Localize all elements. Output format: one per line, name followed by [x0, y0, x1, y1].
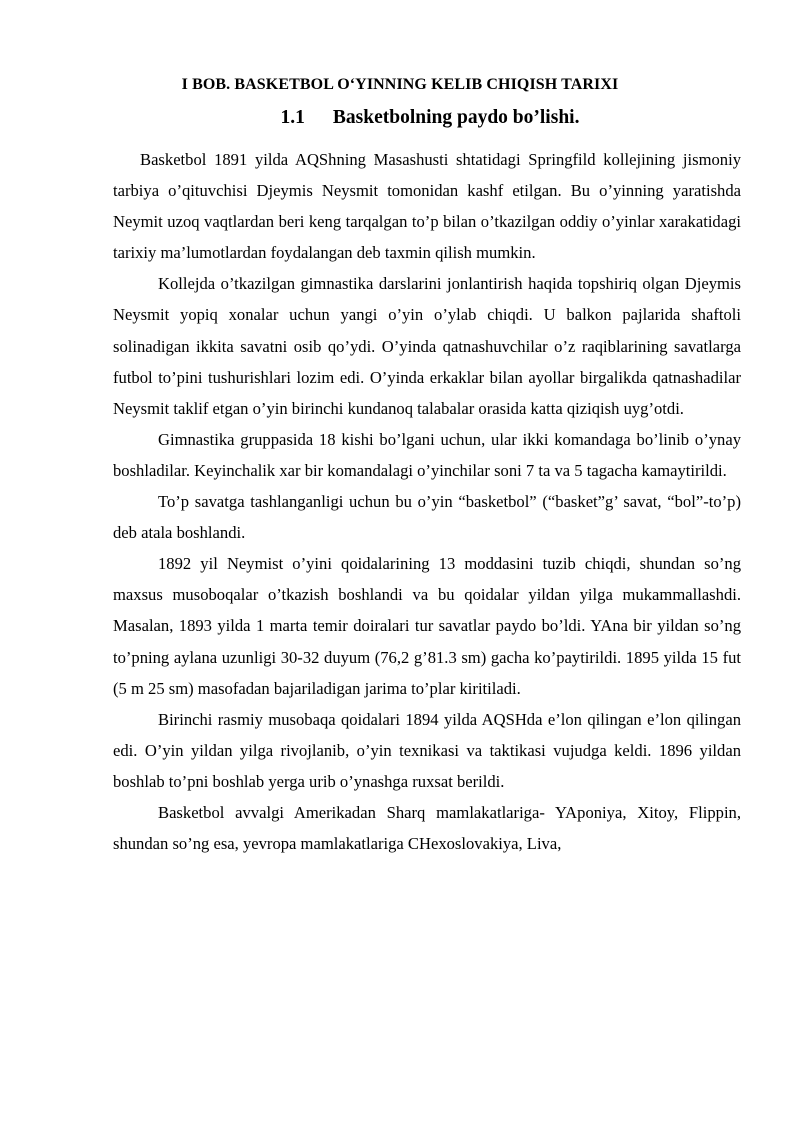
section-title: Basketbolning paydo bo’lishi.: [332, 107, 580, 128]
paragraph: Kollejda o’tkazilgan gimnastika darslarini jonlantirish haqida topshiriq olgan Djeymis Neysmit yopiq xonalar uchun yangi o’yin o’ylab chiqdi. U balkon pajlarida shaftoli solinadigan ikkita savatni osib qo’ydi. O’yinda qatnashuvchilar o’z raqiblarining savatlarga futbol to’pini tushurishlari lozim edi. O’yinda erkaklar bilan ayollar birgalikda qatnashadilar Neysmit taklif etgan o’yin birinchi kundanoq talabalar orasida katta qiziqish uyg’otdi.: [113, 274, 741, 418]
paragraph: Basketbol avvalgi Amerikadan Sharq mamlakatlariga- YAponiya, Xitoy, Flippin, shundan so’ng esa, yevropa mamlakatlariga CHexoslovakiya, Liva,: [113, 802, 741, 854]
section-heading: [0, 107, 800, 129]
paragraph: 1892 yil Neymist o’yini qoidalarining 13 moddasini tuzib chiqdi, shundan so’ng maxsus musoboqalar o’tkazish boshlandi va bu qoidalar yildan yilga mukammallashdi. Masalan, 1893 yilda 1 marta temir doiralari tur savatlar paydo bo’ldi. YAna bir yildan so’ng to’pning aylana uzunligi 30-32 duyum (76,2 g’81.3 sm) gacha ko’paytirildi. 1895 yilda 15 fut (5 m 25 sm) masofadan bajariladigan jarima to’plar kiritiladi.: [113, 554, 741, 698]
paragraph: Basketbol 1891 yilda AQShning Masashusti shtatidagi Springfild kollejining jismoniy tarbiya o’qituvchisi Djeymis Neysmit tomonidan kashf etilgan. Bu o’yinning yaratishda Neymit uzoq vaqtlardan beri keng tarqalgan to’p bilan o’tkazilgan oddiy o’yinlar xarakatidagi tarixiy ma’lumotlardan foydalangan deb taxmin qilish mumkin.: [113, 150, 741, 263]
body-text: [113, 144, 741, 859]
section-number: 1.1: [280, 107, 305, 128]
paragraph: Birinchi rasmiy musobaqa qoidalari 1894 yilda AQSHda e’lon qilingan e’lon qilingan edi. O’yin yildan yilga rivojlanib, o’yin texnikasi va taktikasi vujudga keldi. 1896 yildan boshlab to’pni boshlab yerga urib o’ynashga ruxsat berildi.: [113, 709, 741, 791]
chapter-title: I BOB. BASKETBOL O‘YINNING KELIB CHIQISH TARIXI: [181, 76, 619, 93]
paragraph: Gimnastika gruppasida 18 kishi bo’lgani uchun, ular ikki komandaga bo’linib o’ynay boshladilar. Keyinchalik xar bir komandalagi o’yinchilar soni 7 ta va 5 tagacha kamaytirildi.: [113, 429, 741, 480]
paragraph: To’p savatga tashlanganligi uchun bu o’yin “basketbol” (“basket”g’ savat, “bol”-to’p) deb atala boshlandi.: [113, 492, 741, 543]
